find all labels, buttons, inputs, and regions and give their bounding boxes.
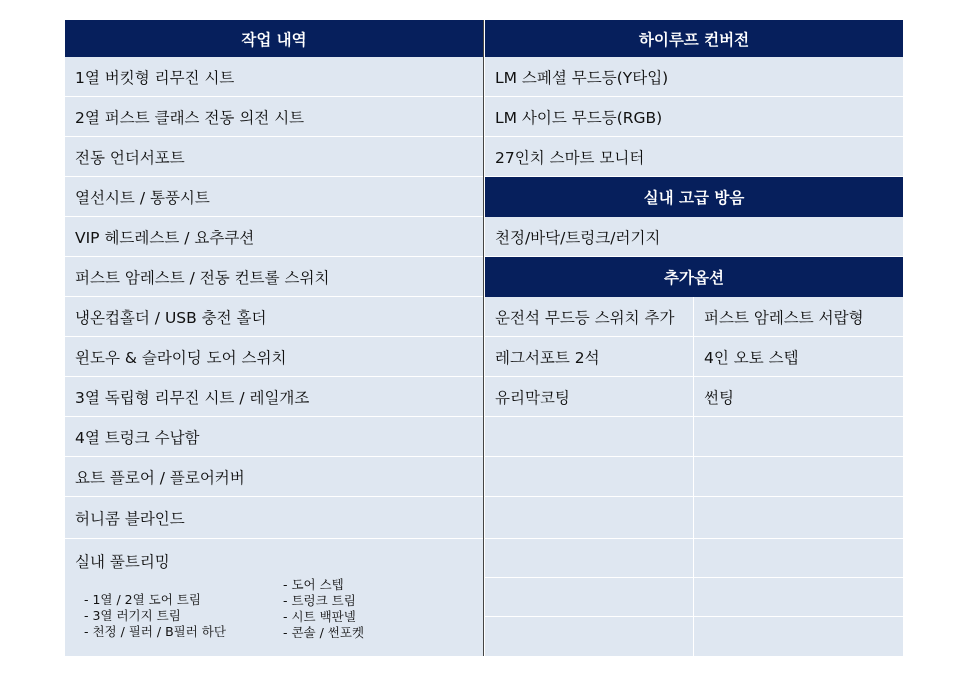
column-gap	[484, 20, 485, 656]
right-row: 27인치 스마트 모니터	[485, 137, 903, 177]
left-row: 4열 트렁크 수납함	[65, 417, 483, 457]
empty-cell	[485, 497, 694, 539]
left-row: 3열 독립형 리무진 시트 / 레일개조	[65, 377, 483, 417]
sub-item: - 트렁크 트림	[283, 593, 356, 608]
option-cell: 운전석 무드등 스위치 추가	[485, 297, 694, 337]
empty-cell	[485, 457, 694, 497]
empty-cell	[694, 617, 903, 656]
trimming-title: 실내 풀트리밍	[75, 553, 170, 571]
right-row: LM 스페셜 무드등(Y타입)	[485, 57, 903, 97]
right-header-soundproof: 실내 고급 방음	[485, 177, 903, 217]
left-row: 윈도우 & 슬라이딩 도어 스위치	[65, 337, 483, 377]
trimming-sublist-right	[283, 577, 364, 641]
empty-cell	[694, 497, 903, 539]
option-cell: 퍼스트 암레스트 서랍형	[694, 297, 903, 337]
sub-item: - 3열 러기지 트림	[84, 608, 181, 623]
left-row: 허니콤 블라인드	[65, 497, 483, 539]
right-row: 천정/바닥/트렁크/러기지	[485, 217, 903, 257]
empty-cell	[485, 539, 694, 578]
empty-cell	[485, 417, 694, 457]
left-row: 열선시트 / 통풍시트	[65, 177, 483, 217]
left-row: 전동 언더서포트	[65, 137, 483, 177]
sub-item: - 시트 백판넬	[283, 609, 356, 624]
empty-cell	[694, 578, 903, 617]
right-row: LM 사이드 무드등(RGB)	[485, 97, 903, 137]
trimming-sublist-left	[84, 592, 226, 640]
left-row: 2열 퍼스트 클래스 전동 의전 시트	[65, 97, 483, 137]
empty-cell	[694, 457, 903, 497]
left-row: VIP 헤드레스트 / 요추쿠션	[65, 217, 483, 257]
option-cell: 유리막코팅	[485, 377, 694, 417]
right-header-options: 추가옵션	[485, 257, 903, 297]
option-column-separator	[693, 297, 694, 656]
sub-item: - 천정 / 필러 / B필러 하단	[84, 624, 226, 639]
empty-cell	[485, 578, 694, 617]
sub-item: - 도어 스텝	[283, 577, 344, 592]
right-header-highroof: 하이루프 컨버전	[485, 20, 903, 57]
sub-item: - 콘솔 / 썬포켓	[283, 625, 365, 640]
left-row: 냉온컵홀더 / USB 충전 홀더	[65, 297, 483, 337]
left-row: 1열 버킷형 리무진 시트	[65, 57, 483, 97]
option-cell: 레그서포트 2석	[485, 337, 694, 377]
empty-cell	[485, 617, 694, 656]
sub-item: - 1열 / 2열 도어 트림	[84, 592, 201, 607]
option-cell: 썬팅	[694, 377, 903, 417]
empty-cell	[694, 539, 903, 578]
option-cell: 4인 오토 스텝	[694, 337, 903, 377]
left-row: 퍼스트 암레스트 / 전동 컨트롤 스위치	[65, 257, 483, 297]
left-header: 작업 내역	[65, 20, 483, 57]
empty-cell	[694, 417, 903, 457]
left-row: 요트 플로어 / 플로어커버	[65, 457, 483, 497]
